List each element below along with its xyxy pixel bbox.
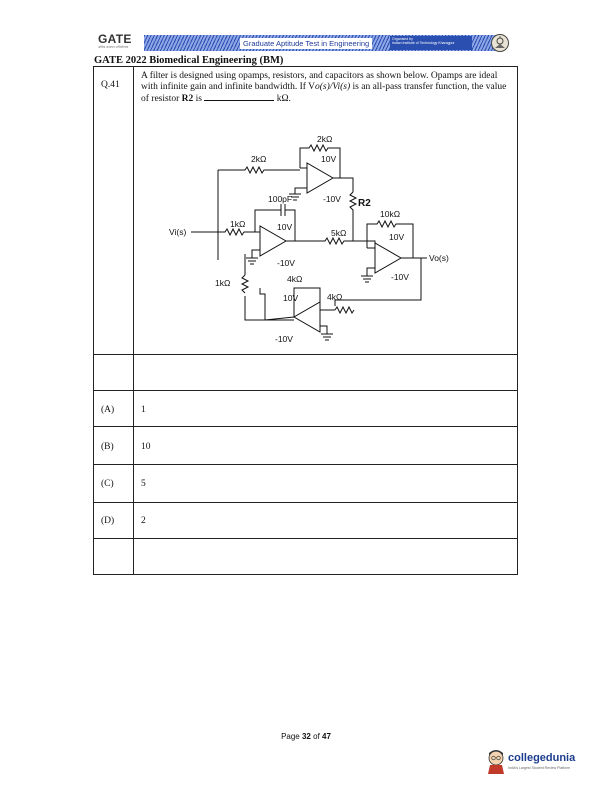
organiser-name: Indian Institute of Technology Kharagpur — [392, 41, 455, 45]
label-supply-neg-3: -10V — [277, 258, 295, 268]
option-value: 2 — [141, 516, 146, 526]
spacer-row-bottom — [93, 539, 518, 575]
question-resistor: R2 — [181, 94, 194, 104]
page-number: 32 — [301, 732, 311, 741]
header-band — [144, 35, 504, 51]
label-10k: 10kΩ — [380, 209, 401, 219]
iit-kgp-emblem-icon — [490, 33, 510, 53]
brand-name: collegedunia — [508, 752, 576, 764]
label-supply-pos-3: 10V — [389, 232, 405, 242]
collegedunia-brand — [486, 748, 586, 776]
label-2k-top: 2kΩ — [317, 134, 333, 144]
option-row-b — [93, 427, 518, 465]
label-supply-pos-4: 10V — [283, 293, 299, 303]
label-supply-neg-1: -10V — [323, 194, 341, 204]
option-label: (B) — [101, 442, 114, 452]
header-title: Graduate Aptitude Test in Engineering — [240, 38, 372, 49]
spacer-row — [93, 355, 518, 391]
page-of: of — [313, 732, 320, 741]
label-vout: Vo(s) — [429, 253, 449, 263]
filter-circuit-diagram — [95, 120, 515, 355]
question-text-part1: A filter is designed using opamps, resistors, and capacitors as shown below. Opamps are ideal with infinite gain and infinite bandwidth. If V — [141, 71, 498, 92]
question-text-part2: is an all-pass transfer function, the value of resistor — [141, 82, 507, 104]
opamp-3 — [375, 243, 401, 273]
gate-header — [98, 33, 518, 53]
question-number: Q.41 — [101, 80, 120, 90]
brand-tagline: India's Largest Student Review Platform — [508, 766, 571, 770]
question-ratio: o(s)/Vi(s) — [314, 82, 351, 92]
label-vin: Vi(s) — [169, 227, 187, 237]
label-4k-b: 4kΩ — [327, 292, 343, 302]
option-label: (A) — [101, 405, 115, 415]
collegedunia-mascot-icon — [486, 748, 506, 774]
label-supply-neg-2: -10V — [391, 272, 409, 282]
label-1k-left: 1kΩ — [215, 278, 231, 288]
opamp-1 — [307, 163, 333, 193]
option-value: 5 — [141, 479, 146, 489]
label-5k: 5kΩ — [331, 228, 347, 238]
option-row-d — [93, 503, 518, 539]
paper-title: GATE 2022 Biomedical Engineering (BM) — [94, 55, 284, 66]
label-supply-neg-4: -10V — [275, 334, 293, 344]
label-4k-a: 4kΩ — [287, 274, 303, 284]
page-total: 47 — [322, 732, 331, 741]
label-1k-in: 1kΩ — [230, 219, 246, 229]
label-2k: 2kΩ — [251, 154, 267, 164]
option-row-a — [93, 391, 518, 427]
question-text — [141, 71, 513, 105]
header-organiser — [390, 36, 472, 50]
question-unit: kΩ. — [276, 94, 291, 104]
question-text-part3: is — [193, 94, 202, 104]
option-value: 10 — [141, 442, 151, 452]
label-supply-pos-2: 10V — [277, 222, 293, 232]
opamp-4 — [294, 302, 320, 332]
option-label: (C) — [101, 479, 114, 489]
option-value: 1 — [141, 405, 146, 415]
page-footer — [0, 732, 612, 741]
page-prefix: Page — [281, 732, 300, 741]
option-label: (D) — [101, 516, 115, 526]
label-supply-pos-1: 10V — [321, 154, 337, 164]
label-r2: R2 — [358, 198, 371, 209]
gate-logo — [98, 33, 144, 53]
organised-by-label: Organised by — [392, 37, 413, 41]
label-cap-100pf: 100pF — [268, 194, 293, 204]
gate-logo-text: GATE — [98, 32, 132, 46]
option-row-c — [93, 465, 518, 503]
answer-blank — [204, 93, 274, 101]
gate-logo-subtext: अधिक अध्ययन अभियोग्यता — [98, 45, 129, 49]
